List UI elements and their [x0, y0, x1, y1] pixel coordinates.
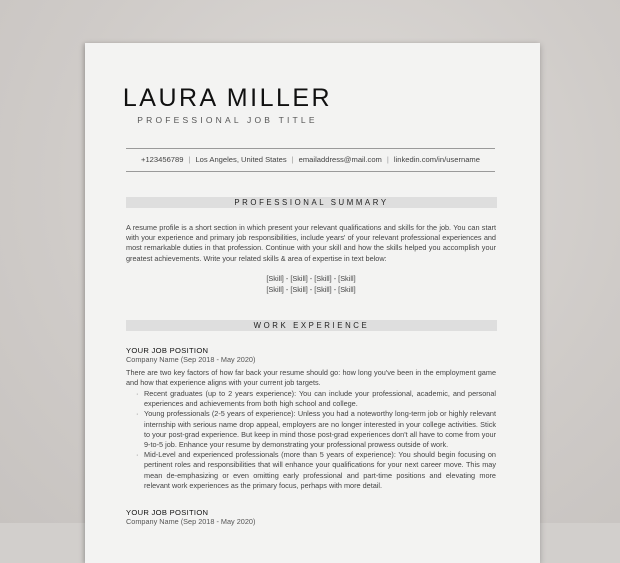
job-bullet: · Mid-Level and experienced professionals (more than 5 years of experience): You should begin focusing on pertinent roles and responsibilities that will enhance your qualifications for your next career move. This may mean de-emphasizing or even omitting early professional and part-time positions and elevating more relevant work experiences as the primary focus, perhaps with more detail.: [126, 450, 496, 491]
job-company: Company Name (Sep 2018 - May 2020): [126, 517, 256, 526]
job-bullet: · Recent graduates (up to 2 years experience): You can include your professional, academic, and personal experiences and achievements from both high school and college.: [126, 389, 496, 409]
contact-bottom-rule: [126, 171, 495, 172]
summary-heading: PROFESSIONAL SUMMARY: [126, 197, 497, 208]
contact-separator: |: [386, 155, 389, 164]
job-position-title: YOUR JOB POSITION: [126, 508, 209, 517]
summary-text: A resume profile is a short section in which present your relevant qualifications and skills for the job. You can start with your experience and primary job responsibilities, include years' of your relevant professional experiences and most remarkable duties in that profession. Continue with your skill and how the skills helped you accomplish your greatest achievements. Write your related skills & area of expertise in text below:: [126, 223, 496, 263]
resume-job-title: PROFESSIONAL JOB TITLE: [137, 115, 318, 125]
contact-line: [126, 155, 495, 164]
job-company: Company Name (Sep 2018 - May 2020): [126, 355, 256, 364]
job-bullet: · Young professionals (2-5 years of experience): Unless you had a noteworthy long-term job or highly relevant internship with serious name drop appeal, employers are no longer interested in your college activities. Stick to your post-grad experience. But keep in mind those post-grad experiences don't all have to come from your 9-to-5 job. Enhance your resume by demonstrating your professional prowess outside of work.: [126, 409, 496, 450]
contact-linkedin: linkedin.com/in/username: [393, 155, 480, 164]
job-intro: There are two key factors of how far back your resume should go: how long you've been in the employment game and how that experience aligns with your current job targets.: [126, 368, 496, 388]
skills-row: [Skill] - [Skill] - [Skill] - [Skill]: [266, 285, 356, 294]
job-position-title: YOUR JOB POSITION: [126, 346, 209, 355]
contact-email: emailaddress@mail.com: [298, 155, 382, 164]
contact-phone: +123456789: [141, 155, 184, 164]
contact-separator: |: [188, 155, 191, 164]
contact-separator: |: [291, 155, 294, 164]
resume-name: LAURA MILLER: [122, 84, 333, 112]
skills-block: [126, 273, 496, 295]
job-bullets: [126, 389, 496, 491]
experience-heading: WORK EXPERIENCE: [126, 320, 497, 331]
skills-row: [Skill] - [Skill] - [Skill] - [Skill]: [266, 274, 356, 283]
contact-location: Los Angeles, United States: [195, 155, 287, 164]
contact-top-rule: [126, 148, 495, 149]
